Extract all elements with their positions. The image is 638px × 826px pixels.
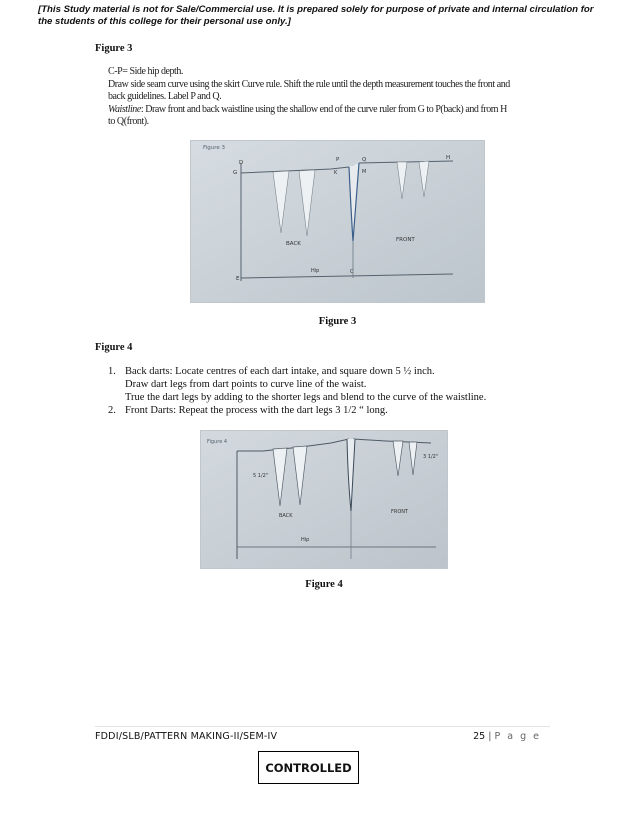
label-p: P	[336, 157, 340, 163]
front-label: FRONT	[391, 509, 409, 515]
disclaimer-text: [This Study material is not for Sale/Commercial use. It is prepared solely for purpose of private and internal circulation for the students of this college for their personal use only.]	[38, 4, 594, 27]
instruction-line: Draw side seam curve using the skirt Curve rule. Shift the rule until the depth measurement touches the front and	[108, 78, 510, 90]
front-dart-length-label: 3 1/2"	[423, 454, 439, 460]
list-line: True the dart legs by adding to the shorter legs and blend to the curve of the waistline.	[125, 392, 487, 403]
footer-page	[473, 731, 541, 742]
instruction-line: to Q(front).	[108, 116, 149, 127]
list-number: 2.	[108, 405, 116, 416]
label-h: H	[446, 155, 451, 161]
page-separator: |	[488, 731, 492, 742]
list-item	[108, 404, 568, 417]
figure4-photo-title: Figure 4	[207, 439, 228, 445]
figure3-caption: Figure 3	[318, 316, 357, 327]
figure3-photo-title: Figure 3	[203, 145, 226, 151]
list-line: Back darts: Locate centres of each dart intake, and square down 5 ½ inch.	[125, 366, 435, 377]
figure3-heading: Figure 3	[95, 43, 133, 54]
list-line: Front Darts: Repeat the process with the dart legs 3 1/2 “ long.	[125, 405, 388, 416]
label-k: K	[334, 170, 338, 176]
back-dart-length-label: 5 1/2"	[253, 473, 269, 479]
label-m: M	[362, 169, 367, 175]
instruction-line: C-P= Side hip depth.	[108, 66, 183, 77]
list-line: Draw dart legs from dart points to curve line of the waist.	[125, 379, 367, 390]
figure4-photo	[200, 430, 448, 569]
figure3-instructions	[108, 66, 548, 129]
list-number: 1.	[108, 366, 116, 377]
hip-label: Hip	[311, 268, 320, 274]
controlled-stamp: CONTROLLED	[258, 751, 359, 784]
waistline-text: Draw front and back waistline using the shallow end of the curve ruler from G to P(back) and from H	[145, 103, 507, 115]
footer-divider	[95, 726, 550, 727]
footer-course-code: FDDI/SLB/PATTERN MAKING-II/SEM-IV	[95, 731, 278, 742]
instruction-line: Waistline: Draw front and back waistline using the shallow end of the curve ruler from G to P(back) and from H	[108, 103, 507, 115]
figure4-instructions	[108, 365, 568, 417]
label-d: D	[239, 160, 244, 166]
waistline-label: Waistline	[108, 103, 141, 115]
figure3-photo	[190, 140, 485, 303]
label-q: Q	[362, 157, 367, 163]
figure4-caption: Figure 4	[305, 579, 343, 590]
front-label: FRONT	[396, 237, 415, 243]
label-e: E	[236, 276, 240, 282]
label-c: C	[350, 269, 354, 275]
figure3-diagram	[191, 141, 485, 303]
label-g: G	[233, 170, 238, 176]
hip-label: Hip	[301, 537, 310, 543]
figure4-diagram	[201, 431, 448, 569]
back-label: BACK	[279, 513, 293, 519]
back-label: BACK	[286, 241, 301, 247]
page-number: 25	[473, 731, 486, 742]
instruction-line: back guidelines. Label P and Q.	[108, 91, 222, 102]
list-item	[108, 365, 568, 404]
figure4-heading: Figure 4	[95, 342, 133, 353]
page-word: P a g e	[494, 731, 541, 742]
